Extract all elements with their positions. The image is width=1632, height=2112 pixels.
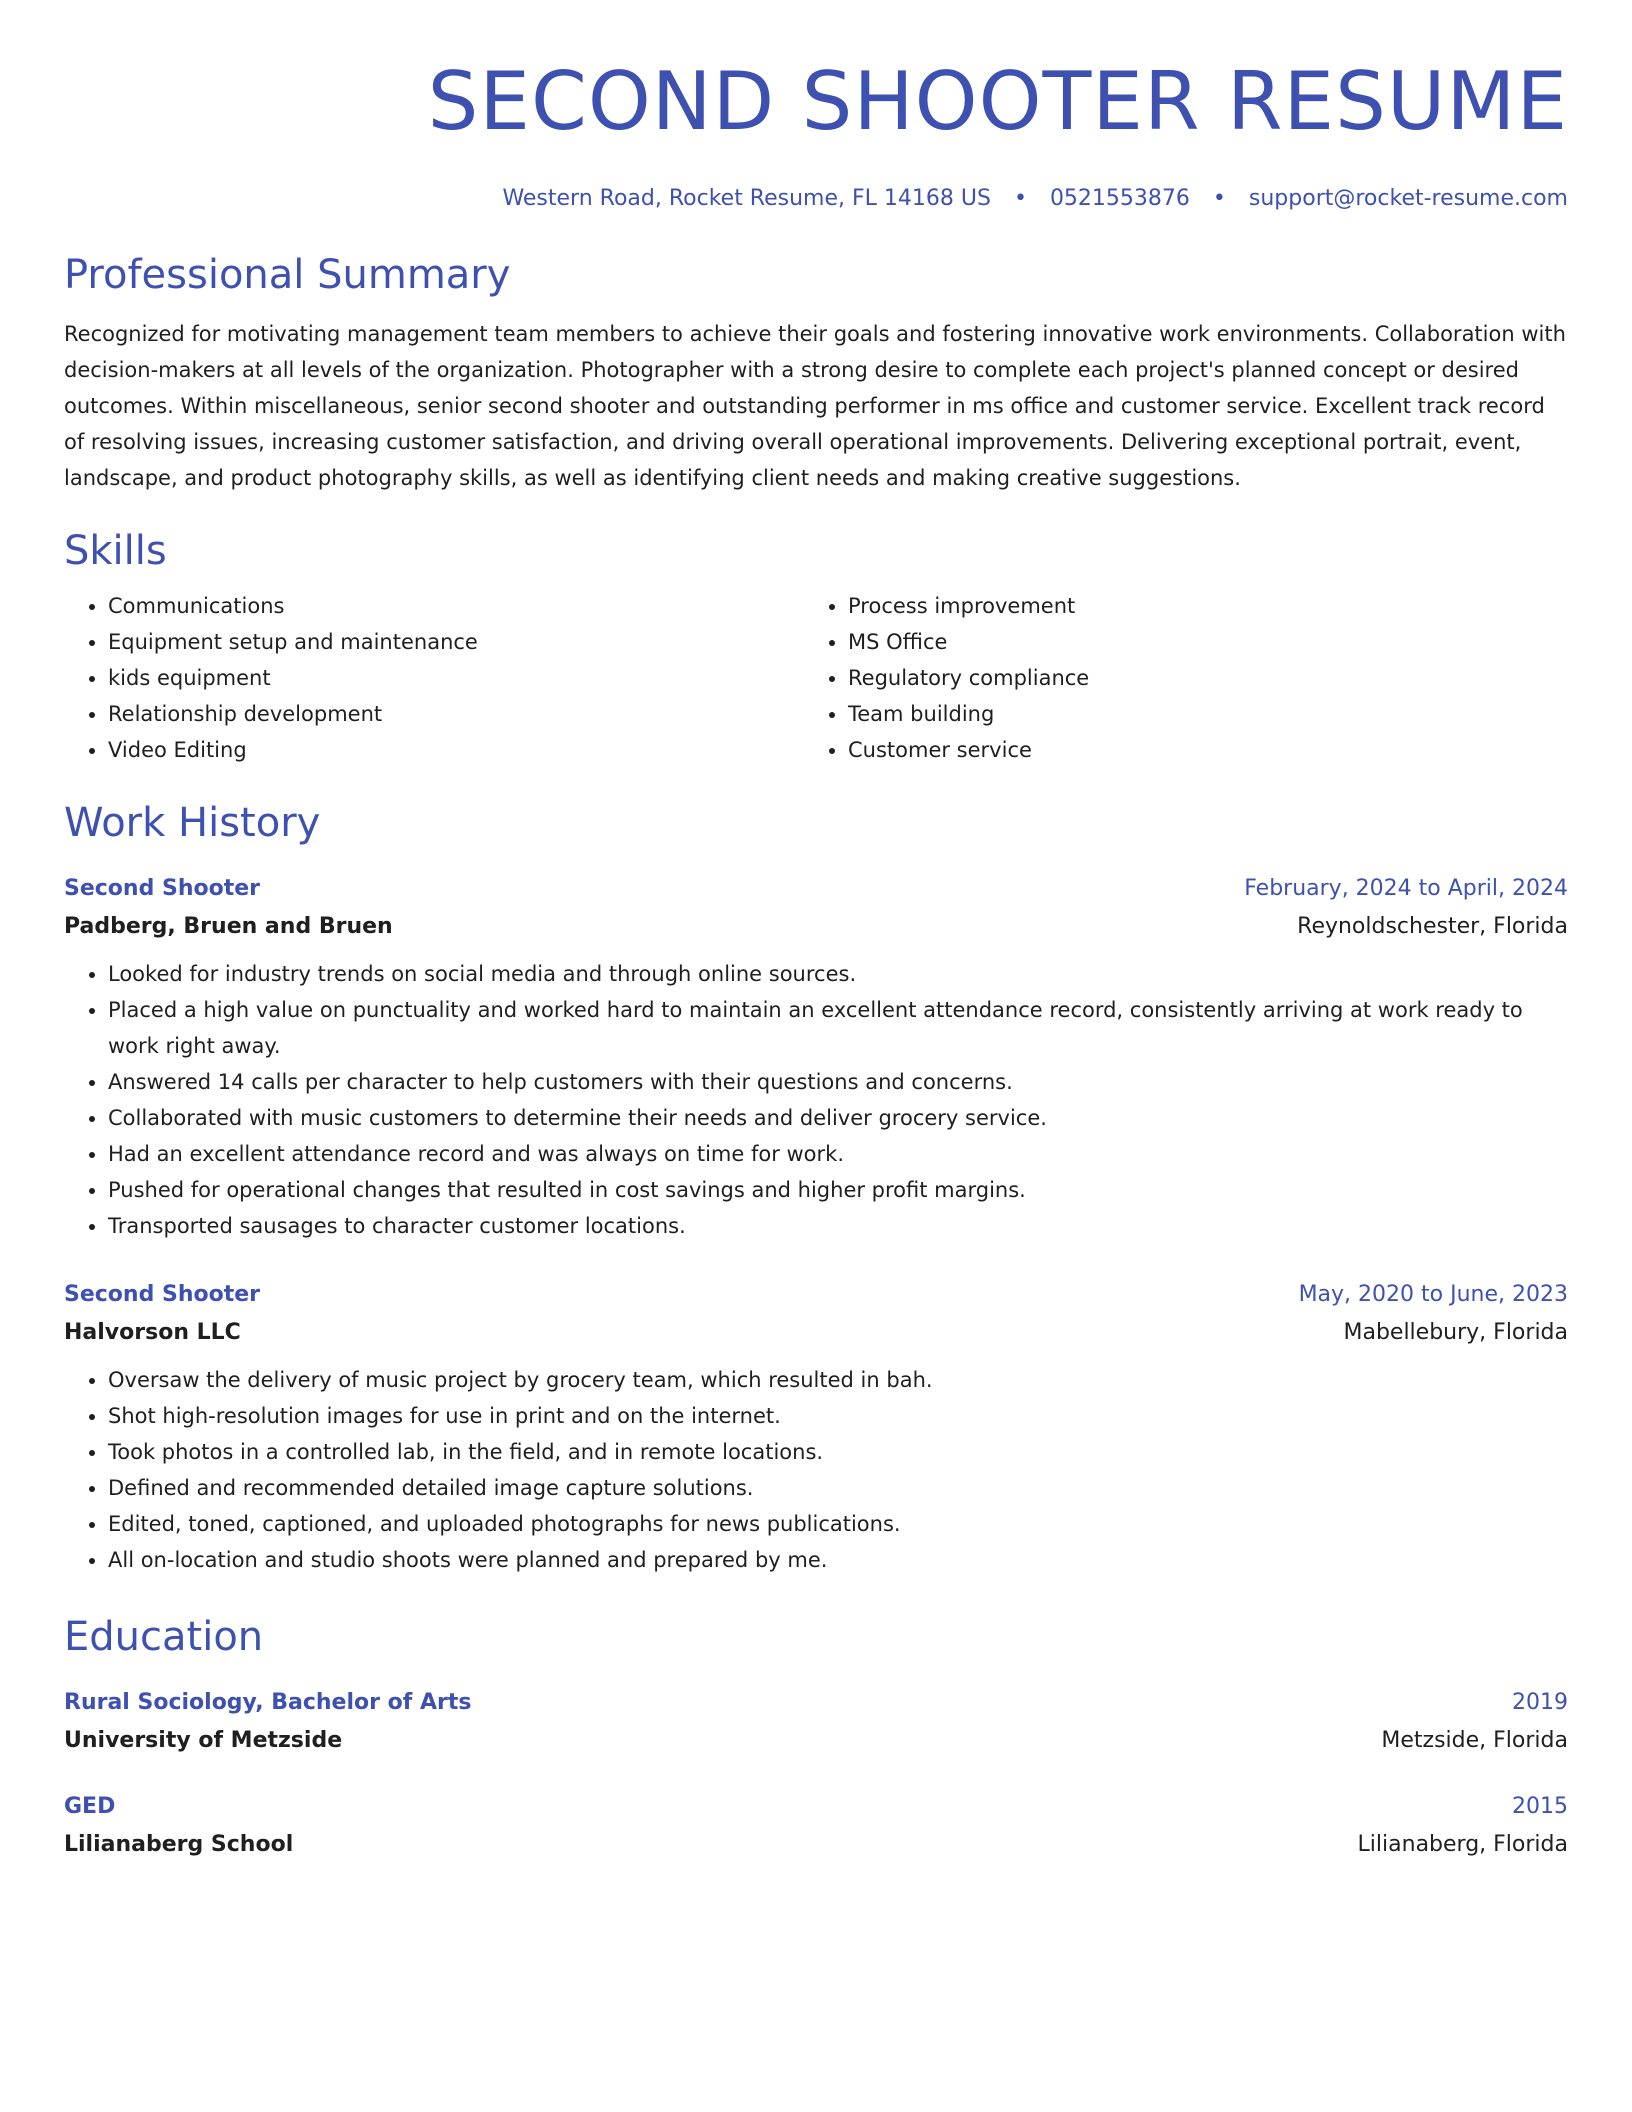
job-bullets — [64, 1362, 1568, 1578]
skill-item: • Process improvement — [848, 588, 1544, 624]
contact-email: support@rocket-resume.com — [1248, 186, 1568, 211]
job-company: Padberg, Bruen and Bruen — [64, 914, 393, 939]
job-bullet: • Shot high-resolution images for use in print and on the internet. — [108, 1398, 1568, 1434]
job-bullet: • Answered 14 calls per character to help customers with their questions and concerns. — [108, 1064, 1568, 1100]
job-entry — [64, 874, 1568, 1244]
education-heading: Education — [64, 1614, 264, 1660]
skill-item: • kids equipment — [108, 660, 804, 696]
job-entry — [64, 1280, 1568, 1578]
job-bullets — [64, 956, 1568, 1244]
job-bullet: • Had an excellent attendance record and was always on time for work. — [108, 1136, 1568, 1172]
skill-item: • Relationship development — [108, 696, 804, 732]
education-header — [64, 1688, 1568, 1718]
education-subheader — [64, 1726, 1568, 1756]
job-bullet: • Edited, toned, captioned, and uploaded photographs for news publications. — [108, 1506, 1568, 1542]
job-role: Second Shooter — [64, 876, 261, 901]
job-bullet: • Took photos in a controlled lab, in the field, and in remote locations. — [108, 1434, 1568, 1470]
job-dates: February, 2024 to April, 2024 — [1244, 876, 1568, 901]
skill-item: • Regulatory compliance — [848, 660, 1544, 696]
job-dates: May, 2020 to June, 2023 — [1298, 1282, 1568, 1307]
job-bullet: • All on-location and studio shoots were planned and prepared by me. — [108, 1542, 1568, 1578]
summary-heading: Professional Summary — [64, 252, 511, 298]
skill-item: • Team building — [848, 696, 1544, 732]
resume-title: SECOND SHOOTER RESUME — [427, 55, 1568, 148]
education-entry — [64, 1688, 1568, 1756]
job-location: Mabellebury, Florida — [1343, 1320, 1568, 1345]
job-subheader — [64, 912, 1568, 942]
education-location: Lilianaberg, Florida — [1357, 1832, 1568, 1857]
skill-item: • Equipment setup and maintenance — [108, 624, 804, 660]
job-role: Second Shooter — [64, 1282, 261, 1307]
job-subheader — [64, 1318, 1568, 1348]
job-header — [64, 1280, 1568, 1310]
contact-phone: 0521553876 — [1049, 186, 1190, 211]
education-degree: GED — [64, 1794, 116, 1819]
job-bullet: • Pushed for operational changes that resulted in cost savings and higher profit margins. — [108, 1172, 1568, 1208]
education-year: 2019 — [1512, 1690, 1568, 1715]
skill-item: • MS Office — [848, 624, 1544, 660]
job-header — [64, 874, 1568, 904]
education-school: Lilianaberg School — [64, 1832, 294, 1857]
contact-address: Western Road, Rocket Resume, FL 14168 US — [502, 186, 991, 211]
skills-column-right — [804, 588, 1544, 768]
contact-line — [64, 184, 1568, 214]
education-school: University of Metzside — [64, 1728, 343, 1753]
job-bullet: • Placed a high value on punctuality and worked hard to maintain an excellent attendance record, consistently arriving at work ready to work right away. — [108, 992, 1568, 1064]
job-bullet: • Collaborated with music customers to determine their needs and deliver grocery service. — [108, 1100, 1568, 1136]
job-bullet: • Transported sausages to character customer locations. — [108, 1208, 1568, 1244]
job-bullet: • Oversaw the delivery of music project by grocery team, which resulted in bah. — [108, 1362, 1568, 1398]
contact-separator: • — [1212, 186, 1226, 211]
skill-item: • Customer service — [848, 732, 1544, 768]
skill-item: • Communications — [108, 588, 804, 624]
job-location: Reynoldschester, Florida — [1297, 914, 1568, 939]
work-history-heading: Work History — [64, 800, 321, 846]
skill-item: • Video Editing — [108, 732, 804, 768]
job-company: Halvorson LLC — [64, 1320, 241, 1345]
education-year: 2015 — [1512, 1794, 1568, 1819]
education-entry — [64, 1792, 1568, 1860]
education-location: Metzside, Florida — [1381, 1728, 1568, 1753]
education-degree: Rural Sociology, Bachelor of Arts — [64, 1690, 472, 1715]
education-header — [64, 1792, 1568, 1822]
job-bullet: • Defined and recommended detailed image capture solutions. — [108, 1470, 1568, 1506]
skills-column-left — [64, 588, 804, 768]
skills-list — [64, 588, 1568, 768]
job-bullet: • Looked for industry trends on social media and through online sources. — [108, 956, 1568, 992]
contact-separator: • — [1013, 186, 1027, 211]
summary-text: Recognized for motivating management team members to achieve their goals and fostering innovative work environments. Collaboration with decision-makers at all levels of the organization. Photographer with a strong desire to complete each project's planned concept or desired outcomes. Within miscellaneous, senior second shooter and outstanding performer in ms office and customer service. Excellent track record of resolving issues, increasing customer satisfaction, and driving overall operational improvements. Delivering exceptional portrait, event, landscape, and product photography skills, as well as identifying client needs and making creative suggestions. — [64, 322, 1566, 490]
education-subheader — [64, 1830, 1568, 1860]
skills-heading: Skills — [64, 528, 167, 574]
